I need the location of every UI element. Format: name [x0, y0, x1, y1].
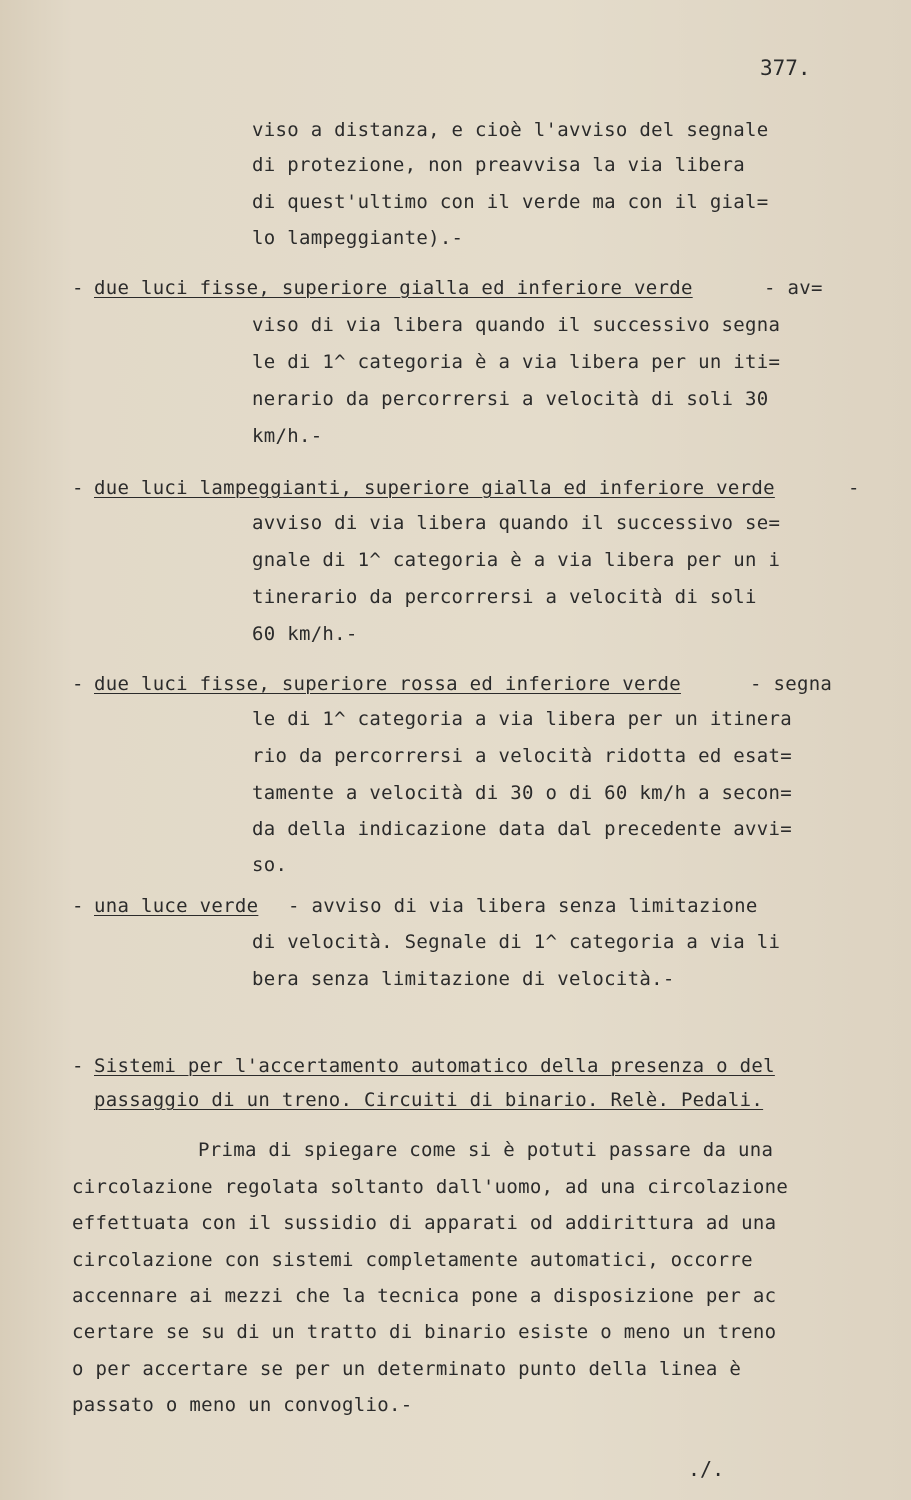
page-number: 377.: [760, 56, 811, 80]
text-line: accennare ai mezzi che la tecnica pone a disposizione per ac: [72, 1285, 777, 1307]
text-line: di quest'ultimo con il verde ma con il gial=: [252, 191, 769, 213]
text-line: so.: [252, 854, 288, 876]
text-line: le di 1^ categoria è a via libera per un iti=: [252, 351, 781, 373]
item-heading: due luci fisse, superiore gialla ed inferiore verde: [94, 277, 693, 299]
text-line: passato o meno un convoglio.-: [72, 1394, 413, 1416]
text-line: km/h.-: [252, 425, 323, 447]
text-line: di protezione, non preavvisa la via libera: [252, 154, 746, 176]
text-line: certare se su di un tratto di binario esiste o meno un treno: [72, 1321, 777, 1343]
bullet-dash: -: [72, 277, 84, 299]
text-line: 60 km/h.-: [252, 623, 358, 645]
text-line: avviso di via libera quando il successivo se=: [252, 512, 781, 534]
text-line: rio da percorrersi a velocità ridotta ed esat=: [252, 745, 792, 767]
item-heading: due luci lampeggianti, superiore gialla ed inferiore verde: [94, 477, 775, 499]
item-heading: due luci fisse, superiore rossa ed inferiore verde: [94, 673, 681, 695]
text-line: le di 1^ categoria a via libera per un itinera: [252, 708, 792, 730]
text-line: da della indicazione data dal precedente avvi=: [252, 818, 792, 840]
bullet-dash: -: [72, 1055, 84, 1077]
text-line: circolazione con sistemi completamente automatici, occorre: [72, 1249, 753, 1271]
section-heading: Sistemi per l'accertamento automatico della presenza o del: [94, 1055, 775, 1077]
text-line: gnale di 1^ categoria è a via libera per un i: [252, 549, 781, 571]
bullet-dash: -: [72, 673, 84, 695]
bullet-dash: -: [72, 895, 84, 917]
text-line: - av=: [764, 277, 823, 299]
text-line: lo lampeggiante).-: [252, 227, 464, 249]
text-line: effettuata con il sussidio di apparati od addirittura ad una: [72, 1212, 777, 1234]
text-line: circolazione regolata soltanto dall'uomo, ad una circolazione: [72, 1176, 789, 1198]
text-line: nerario da percorrersi a velocità di soli 30: [252, 388, 769, 410]
item-heading: una luce verde: [94, 895, 259, 917]
text-line: viso di via libera quando il successivo segna: [252, 314, 781, 336]
section-heading: passaggio di un treno. Circuiti di binario. Relè. Pedali.: [94, 1089, 764, 1111]
text-line: Prima di spiegare come si è potuti passare da una: [198, 1139, 774, 1161]
text-line: -: [848, 477, 860, 499]
text-line: o per accertare se per un determinato punto della linea è: [72, 1358, 742, 1380]
text-line: bera senza limitazione di velocità.-: [252, 968, 675, 990]
text-line: di velocità. Segnale di 1^ categoria a via li: [252, 931, 781, 953]
bullet-dash: -: [72, 477, 84, 499]
text-line: - avviso di via libera senza limitazione: [288, 895, 758, 917]
text-line: - segna: [750, 673, 833, 695]
text-line: viso a distanza, e cioè l'avviso del segnale: [252, 119, 769, 141]
continuation-mark: ./.: [688, 1457, 725, 1481]
text-line: tamente a velocità di 30 o di 60 km/h a secon=: [252, 782, 792, 804]
text-line: tinerario da percorrersi a velocità di soli: [252, 586, 757, 608]
